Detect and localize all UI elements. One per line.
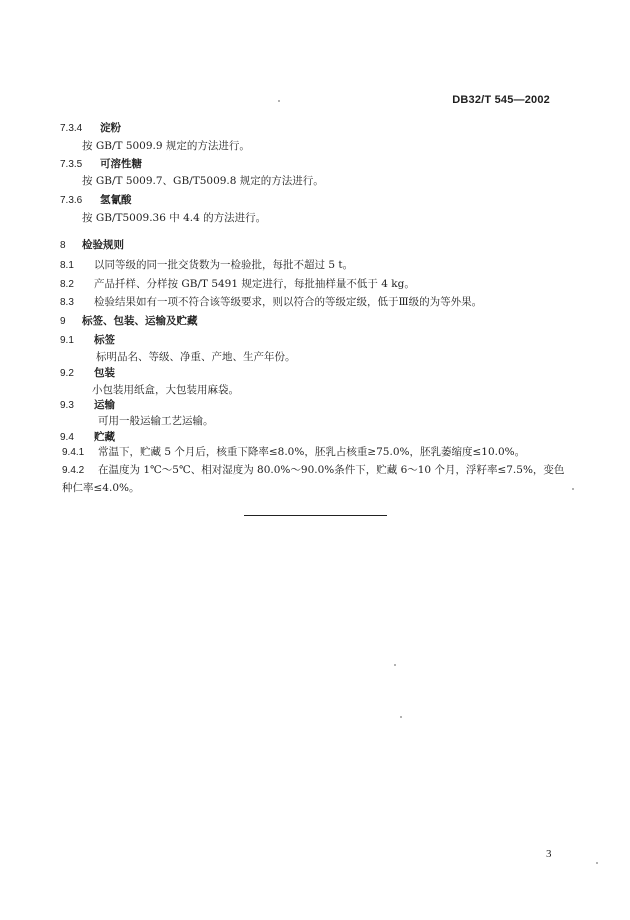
section-number: 8 — [60, 240, 66, 251]
clause-number: 9.4.1 — [62, 447, 85, 458]
section-body-9-3: 可用一般运输工艺运输。 — [98, 415, 214, 427]
section-heading-7-3-4 — [60, 121, 121, 136]
section-number: 9.1 — [60, 335, 74, 346]
scan-speck — [278, 100, 280, 102]
section-title: 淀粉 — [100, 122, 121, 134]
section-number: 9.2 — [60, 368, 74, 379]
scan-speck — [596, 862, 598, 864]
scan-speck — [400, 716, 402, 718]
clause-text: 产品扦样、分样按 GB/T 5491 规定进行，每批抽样量不低于 4 kg。 — [94, 278, 415, 290]
clause-8-3 — [60, 295, 482, 310]
section-number: 9 — [60, 316, 66, 327]
section-heading-9-3 — [60, 398, 115, 413]
end-divider — [244, 515, 387, 516]
section-heading-7-3-5 — [60, 157, 142, 172]
section-heading-9-4 — [60, 430, 115, 445]
section-heading-9 — [60, 314, 198, 329]
clause-text: 在温度为 1℃～5℃、相对湿度为 80.0%～90.0%条件下，贮藏 6～10 个月，浮籽率≤7.5%，变色 — [98, 464, 565, 476]
section-title: 标签、包装、运输及贮藏 — [82, 315, 198, 327]
section-title: 氢氰酸 — [100, 194, 132, 206]
section-title: 检验规则 — [82, 239, 124, 251]
section-title: 可溶性糖 — [100, 158, 142, 170]
section-body-9-1: 标明品名、等级、净重、产地、生产年份。 — [96, 351, 296, 363]
page-number: 3 — [546, 848, 552, 860]
section-number: 7.3.5 — [60, 159, 83, 170]
section-body-7-3-4: 按 GB/T 5009.9 规定的方法进行。 — [82, 140, 250, 152]
section-number: 7.3.6 — [60, 195, 83, 206]
section-body-7-3-6: 按 GB/T5009.36 中 4.4 的方法进行。 — [82, 212, 267, 224]
section-number: 9.4 — [60, 432, 74, 443]
section-body-7-3-5: 按 GB/T 5009.7、GB/T5009.8 规定的方法进行。 — [82, 175, 324, 187]
clause-text: 以同等级的同一批交货数为一检验批，每批不超过 5 t。 — [94, 259, 354, 271]
clause-number: 8.3 — [60, 297, 74, 308]
clause-8-2 — [60, 277, 415, 292]
section-title: 标签 — [94, 334, 115, 346]
clause-number: 8.1 — [60, 260, 74, 271]
section-title: 包装 — [94, 367, 115, 379]
section-title: 贮藏 — [94, 431, 115, 443]
clause-text: 检验结果如有一项不符合该等级要求，则以符合的等级定级，低于Ⅲ级的为等外果。 — [94, 296, 483, 308]
section-number: 7.3.4 — [60, 123, 83, 134]
section-body-9-2: 小包装用纸盒，大包装用麻袋。 — [92, 384, 239, 396]
section-heading-7-3-6 — [60, 193, 132, 208]
clause-9-4-2 — [62, 463, 564, 478]
clause-text: 常温下，贮藏 5 个月后，核重下降率≤8.0%，胚乳占核重≥75.0%，胚乳萎缩度≤10.0%。 — [98, 446, 526, 458]
section-heading-8 — [60, 238, 124, 253]
document-code: DB32/T 545—2002 — [452, 94, 550, 106]
clause-9-4-2-continued: 种仁率≤4.0%。 — [62, 482, 140, 494]
scan-speck — [394, 664, 396, 666]
clause-number: 9.4.2 — [62, 465, 85, 476]
clause-8-1 — [60, 258, 353, 273]
section-number: 9.3 — [60, 400, 74, 411]
section-heading-9-1 — [60, 333, 115, 348]
section-heading-9-2 — [60, 366, 115, 381]
clause-number: 8.2 — [60, 279, 74, 290]
scan-speck — [572, 488, 574, 490]
section-title: 运输 — [94, 399, 115, 411]
clause-9-4-1 — [62, 445, 525, 460]
